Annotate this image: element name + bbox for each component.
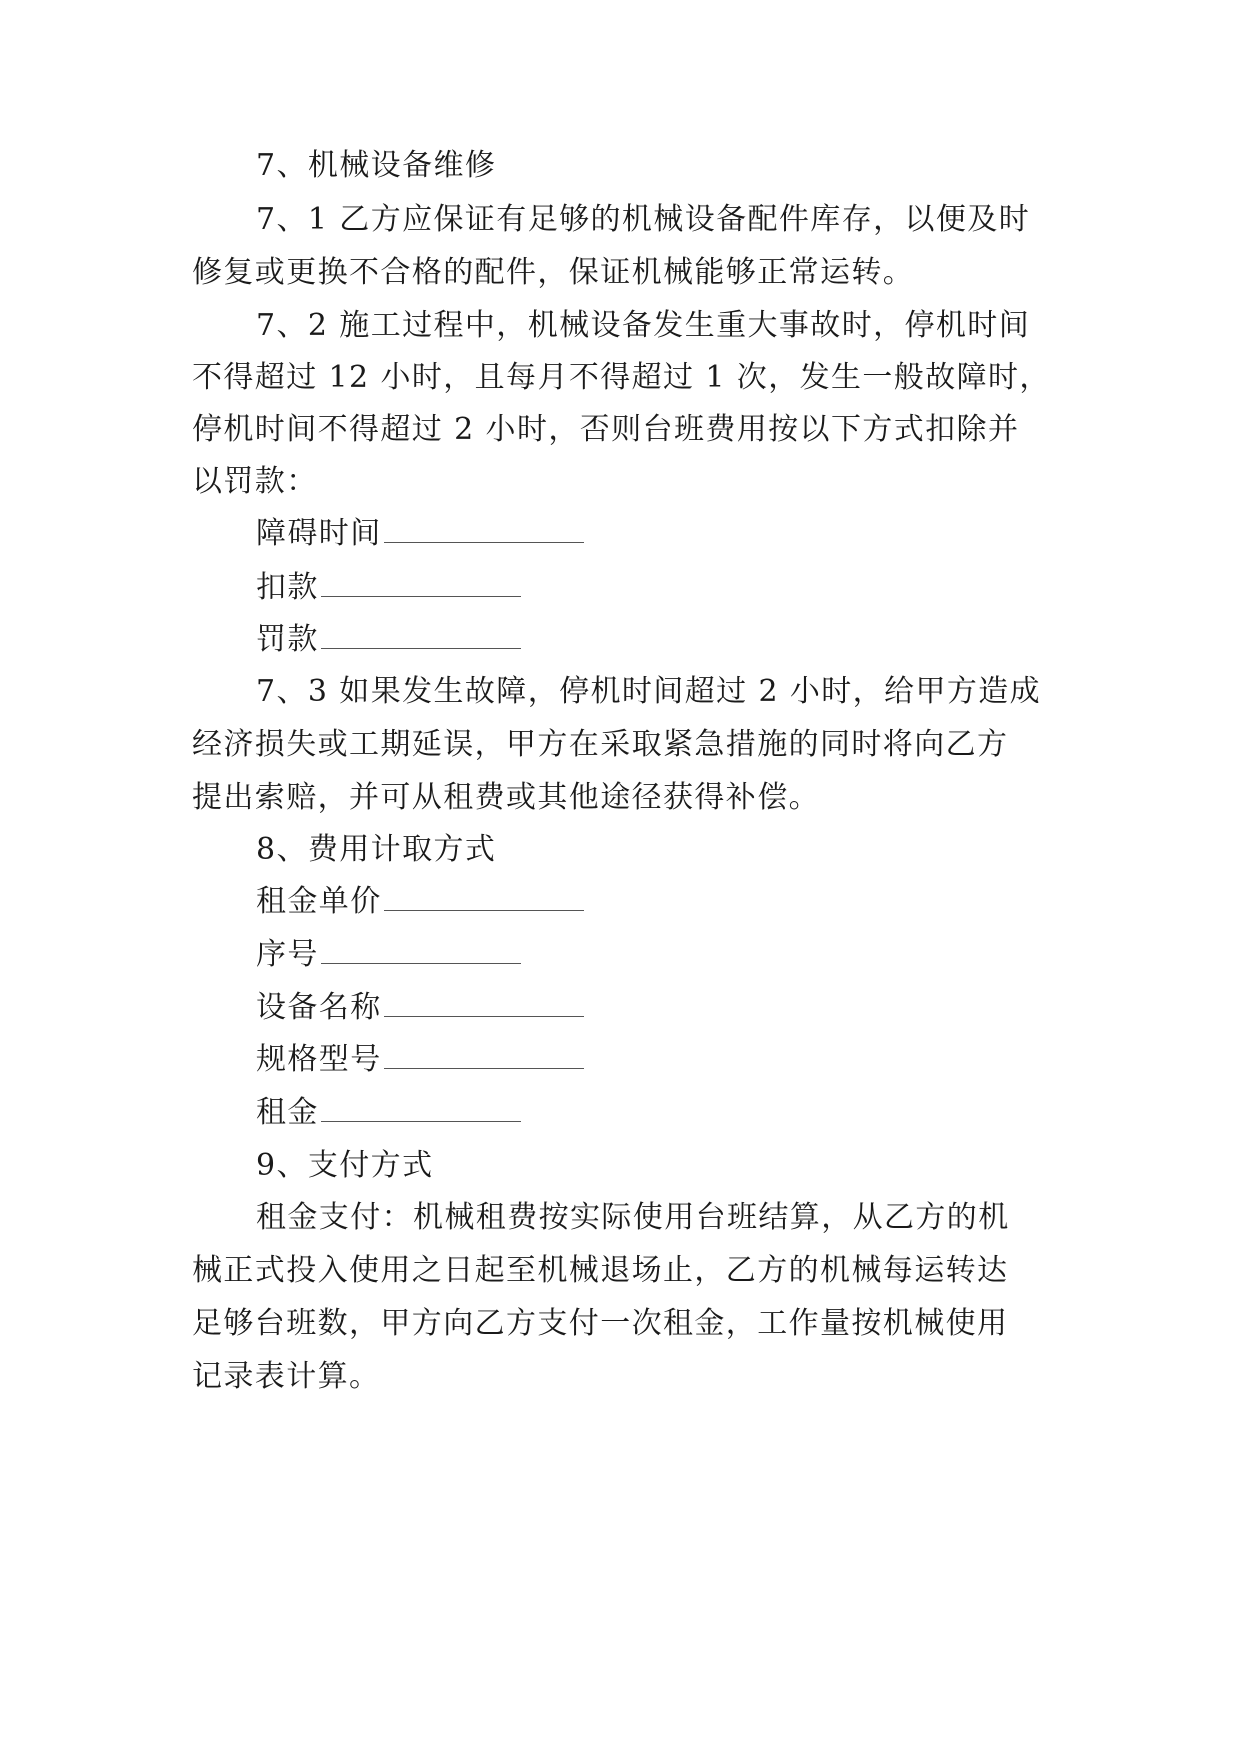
payment-body-line-3: 足够台班数，甲方向乙方支付一次租金，工作量按机械使用 [192, 1306, 1009, 1341]
clause-7-2-line-4: 以罚款： [192, 464, 318, 499]
clause-7-2-line-1: 7、2 施工过程中，机械设备发生重大事故时，停机时间 [256, 308, 1031, 343]
fill-field-serial-no [256, 935, 521, 975]
field-label: 序号 [256, 937, 319, 972]
field-label: 障碍时间 [256, 516, 382, 551]
fill-field-penalty [256, 620, 521, 660]
blank-line[interactable] [321, 1093, 521, 1122]
clause-7-2-line-2: 不得超过 12 小时，且每月不得超过 1 次，发生一般故障时， [192, 360, 1051, 395]
blank-line[interactable] [384, 514, 584, 543]
fill-field-model [256, 1040, 584, 1080]
blank-line[interactable] [321, 935, 521, 964]
field-label: 规格型号 [256, 1042, 382, 1077]
clause-7-1-line-2: 修复或更换不合格的配件，保证机械能够正常运转。 [192, 255, 915, 290]
clause-7-3-line-2: 经济损失或工期延误，甲方在采取紧急措施的同时将向乙方 [192, 727, 1009, 762]
blank-line[interactable] [384, 1040, 584, 1069]
field-label: 设备名称 [256, 990, 382, 1025]
section-9-heading: 9、支付方式 [256, 1148, 434, 1183]
blank-line[interactable] [384, 988, 584, 1017]
blank-line[interactable] [321, 620, 521, 649]
blank-line[interactable] [384, 882, 584, 911]
field-label: 罚款 [256, 622, 319, 657]
field-label: 租金单价 [256, 884, 382, 919]
payment-body-line-1: 租金支付：机械租费按实际使用台班结算，从乙方的机 [256, 1200, 1010, 1235]
section-7-heading: 7、机械设备维修 [256, 148, 497, 183]
field-label: 租金 [256, 1095, 319, 1130]
fill-field-equipment-name [256, 988, 584, 1028]
field-label: 扣款 [256, 570, 319, 605]
clause-7-2-line-3: 停机时间不得超过 2 小时，否则台班费用按以下方式扣除并 [192, 412, 1020, 447]
fill-field-deduction [256, 568, 521, 608]
section-8-heading: 8、费用计取方式 [256, 832, 497, 867]
payment-body-line-2: 械正式投入使用之日起至机械退场止，乙方的机械每运转达 [192, 1253, 1009, 1288]
blank-line[interactable] [321, 568, 521, 597]
clause-7-3-line-3: 提出索赔，并可从租费或其他途径获得补偿。 [192, 780, 820, 815]
payment-body-line-4: 记录表计算。 [192, 1359, 381, 1394]
clause-7-3-line-1: 7、3 如果发生故障，停机时间超过 2 小时，给甲方造成 [256, 674, 1042, 709]
fill-field-downtime [256, 514, 584, 554]
fill-field-rent [256, 1093, 521, 1133]
fill-field-unit-price [256, 882, 584, 922]
clause-7-1-line-1: 7、1 乙方应保证有足够的机械设备配件库存，以便及时 [256, 202, 1031, 237]
